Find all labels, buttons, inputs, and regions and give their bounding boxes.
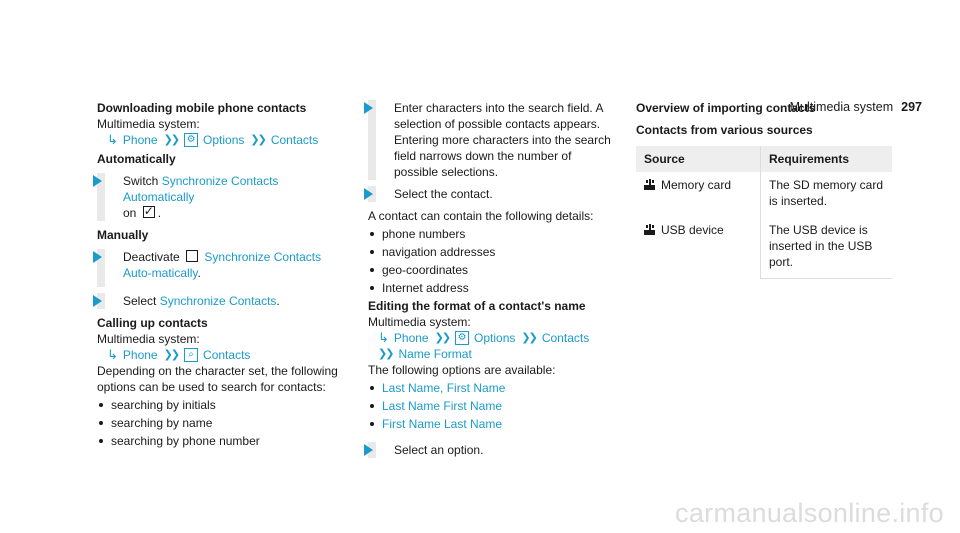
- list-item: searching by phone number: [97, 433, 352, 449]
- watermark: carmanualsonline.info: [675, 498, 944, 528]
- depend-text: Depending on the character set, the following options can be used to search for contacts:: [97, 364, 338, 394]
- table-cell: USB device: [636, 217, 761, 279]
- table-cell: Memory card: [636, 172, 761, 217]
- step-text: Enter characters into the search field. A selection of possible contacts appears. Entering more characters into the search field narrows down the number of possible selections.: [394, 101, 611, 179]
- multimedia-system-label: Multimedia system:: [97, 332, 200, 346]
- step-arrow-icon: [93, 175, 102, 187]
- path-item-options: Options: [474, 331, 516, 345]
- chevron-right-icon: ❯❯: [521, 332, 536, 344]
- usb-icon: [644, 224, 655, 235]
- step-manual-2: [97, 293, 352, 309]
- table-header: Source: [636, 146, 761, 172]
- page-number: 297: [901, 100, 922, 114]
- list-item: searching by initials: [97, 397, 352, 413]
- list-item: Internet address: [368, 280, 618, 296]
- unchecked-box-icon: [186, 250, 198, 262]
- menu-path-cont: [378, 346, 618, 362]
- following-text: The following options are available:: [368, 363, 556, 377]
- chevron-right-icon: ❯❯: [163, 349, 179, 361]
- path-item-phone: Phone: [393, 331, 429, 345]
- heading-manually: Manually: [97, 228, 149, 242]
- heading-overview: Overview of importing contacts: [636, 101, 816, 115]
- step-auto: [97, 173, 352, 221]
- heading-calling: Calling up contacts: [97, 316, 208, 330]
- step-arrow-icon: [364, 102, 373, 114]
- step-select-option: [368, 442, 618, 458]
- search-icon: ⌕: [184, 348, 198, 362]
- step-text: Select Synchronize Contacts.: [123, 294, 280, 308]
- step-arrow-icon: [364, 444, 373, 456]
- table-cell: The USB device is inserted in the USB port.: [761, 217, 893, 279]
- path-arrow-icon: ↳: [378, 330, 389, 345]
- column-right: [636, 100, 896, 279]
- step-arrow-icon: [93, 295, 102, 307]
- section-title: Multimedia system: [789, 100, 894, 114]
- path-item-phone: Phone: [122, 348, 158, 362]
- chevron-right-icon: ❯❯: [250, 134, 265, 146]
- path-item-contacts: Contacts: [270, 133, 319, 147]
- path-item-phone: Phone: [122, 133, 158, 147]
- option-sync-auto: Synchronize Contacts Automatically: [123, 174, 279, 204]
- chevron-right-icon: ❯❯: [378, 348, 393, 360]
- menu-path: [107, 347, 352, 363]
- menu-path: [378, 330, 618, 346]
- sources-table: [636, 146, 892, 279]
- step-manual-1: [97, 249, 352, 287]
- step-text: Select an option.: [394, 443, 484, 457]
- list-item: Last Name First Name: [368, 398, 618, 414]
- step-arrow-icon: [364, 188, 373, 200]
- menu-path: [107, 132, 352, 148]
- step-select-contact: [368, 186, 618, 202]
- step-arrow-icon: [93, 251, 102, 263]
- path-item-contacts: Contacts: [203, 348, 251, 362]
- search-options-list: [97, 397, 352, 449]
- column-left: [97, 100, 352, 451]
- chevron-right-icon: ❯❯: [434, 332, 450, 344]
- heading-editing-format: Editing the format of a contact's name: [368, 299, 586, 313]
- step-text: Switch Synchronize Contacts Automatically on ✓ .: [123, 173, 352, 221]
- memory-card-icon: [644, 179, 655, 190]
- table-header: Requirements: [761, 146, 893, 172]
- option-sync: Synchronize Contacts: [159, 294, 277, 308]
- subheading-sources: Contacts from various sources: [636, 123, 813, 137]
- list-item: Last Name, First Name: [368, 380, 618, 396]
- column-middle: [368, 100, 618, 464]
- list-item: phone numbers: [368, 226, 618, 242]
- heading-downloading: Downloading mobile phone contacts: [97, 101, 307, 115]
- multimedia-system-label: Multimedia system:: [97, 117, 200, 131]
- checked-box-icon: [143, 206, 155, 218]
- path-item-options: Options: [203, 133, 245, 147]
- table-row: [636, 172, 892, 217]
- chevron-right-icon: ❯❯: [163, 134, 179, 146]
- table-row: [636, 217, 892, 279]
- name-options-list: [368, 380, 618, 432]
- gear-icon: ⚙: [455, 331, 469, 345]
- details-list: [368, 226, 618, 296]
- table-cell: The SD memory card is inserted.: [761, 172, 893, 217]
- list-item: navigation addresses: [368, 244, 618, 260]
- path-arrow-icon: ↳: [107, 132, 118, 147]
- multimedia-system-label: Multimedia system:: [368, 315, 471, 329]
- path-item-name-format: Name Format: [398, 347, 472, 361]
- list-item: First Name Last Name: [368, 416, 618, 432]
- list-item: searching by name: [97, 415, 352, 431]
- heading-automatically: Automatically: [97, 152, 176, 166]
- step-text: Select the contact.: [394, 187, 493, 201]
- table-header-row: [636, 146, 892, 172]
- step-text: Deactivate Synchronize Contacts Auto-matically.: [123, 250, 322, 280]
- list-item: geo-coordinates: [368, 262, 618, 278]
- contains-text: A contact can contain the following details:: [368, 209, 594, 223]
- path-item-contacts: Contacts: [541, 331, 590, 345]
- step-enter-chars: [368, 100, 618, 180]
- gear-icon: ⚙: [184, 133, 198, 147]
- path-arrow-icon: ↳: [107, 347, 118, 362]
- option-sync-auto: Synchronize Contacts Auto-matically: [123, 250, 322, 280]
